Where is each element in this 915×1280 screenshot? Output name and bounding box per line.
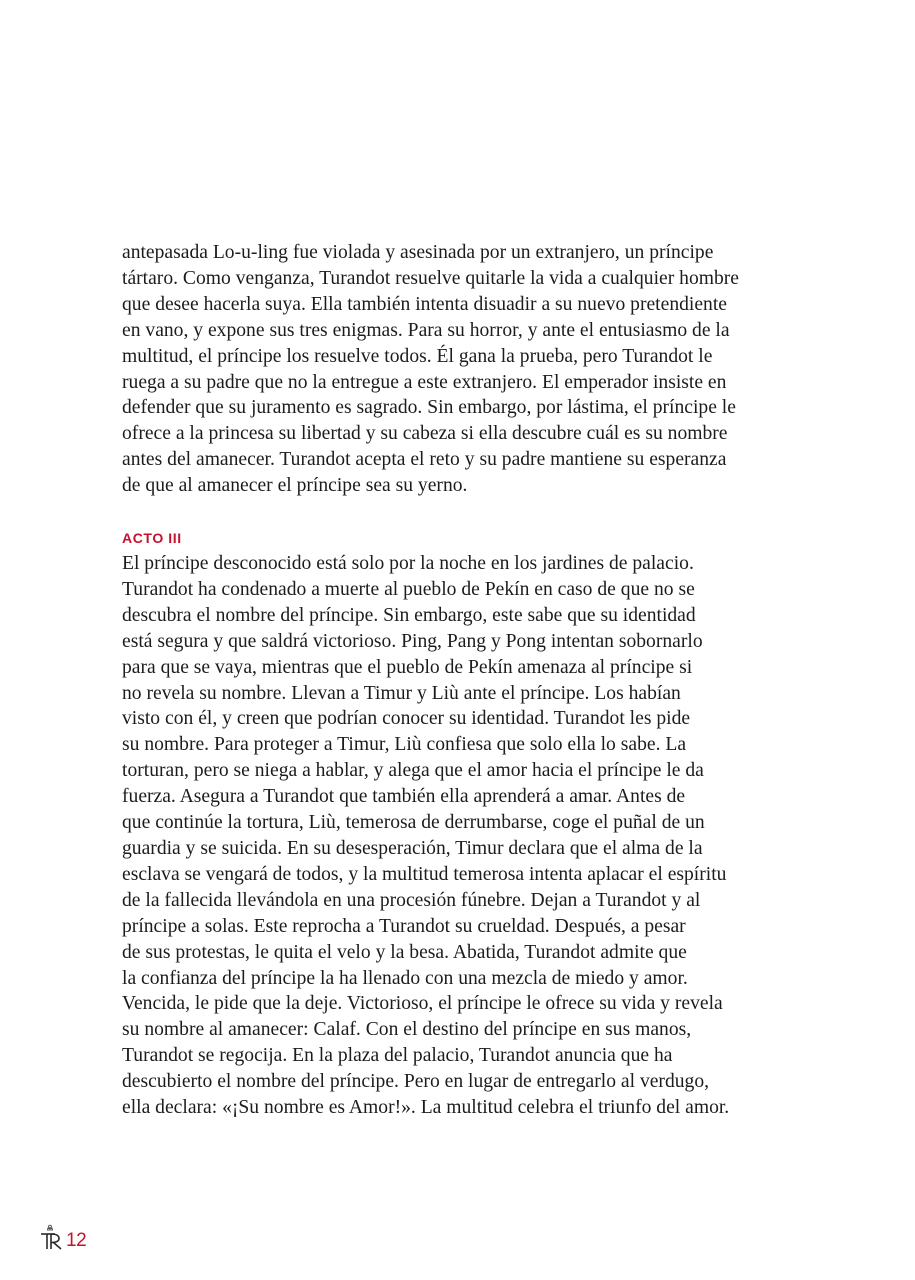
paragraph-line: su nombre. Para proteger a Timur, Liù confiesa que solo ella lo sabe. La: [122, 734, 687, 756]
paragraph-line: esclava se vengará de todos, y la multitud temerosa intenta aplacar el espíritu: [122, 863, 727, 885]
paragraph-line: que desee hacerla suya. Ella también intenta disuadir a su nuevo pretendiente: [122, 293, 727, 315]
paragraph-line: no revela su nombre. Llevan a Timur y Liù ante el príncipe. Los habían: [122, 682, 681, 704]
paragraph-line: descubra el nombre del príncipe. Sin embargo, este sabe que su identidad: [122, 604, 696, 626]
paragraph-line: descubierto el nombre del príncipe. Pero en lugar de entregarlo al verdugo,: [122, 1071, 710, 1093]
page-footer: [40, 1222, 86, 1252]
paragraph-line: de que al amanecer el príncipe sea su yerno.: [122, 475, 468, 497]
paragraph-line: la confianza del príncipe la ha llenado con una mezcla de miedo y amor.: [122, 967, 688, 989]
paragraph-line: visto con él, y creen que podrían conocer su identidad. Turandot les pide: [122, 708, 691, 730]
paragraph-line: tártaro. Como venganza, Turandot resuelve quitarle la vida a cualquier hombre: [122, 267, 740, 289]
paragraph-line: para que se vaya, mientras que el pueblo de Pekín amenaza al príncipe si: [122, 656, 693, 678]
paragraph-line: El príncipe desconocido está solo por la noche en los jardines de palacio.: [122, 553, 694, 574]
paragraph-line: príncipe a solas. Este reprocha a Turandot su crueldad. Después, a pesar: [122, 915, 686, 937]
teatro-real-monogram-icon: [40, 1224, 64, 1252]
paragraph-line: Turandot ha condenado a muerte al pueblo de Pekín en caso de que no se: [122, 578, 695, 600]
act3-synopsis-paragraph: [122, 551, 802, 1121]
paragraph-line: Turandot se regocija. En la plaza del palacio, Turandot anuncia que ha: [122, 1045, 673, 1067]
paragraph-line: antepasada Lo-u-ling fue violada y asesinada por un extranjero, un príncipe: [122, 242, 714, 263]
paragraph-line: de la fallecida llevándola en una procesión fúnebre. Dejan a Turandot y al: [122, 889, 701, 911]
paragraph-line: guardia y se suicida. En su desesperación, Timur declara que el alma de la: [122, 837, 703, 859]
paragraph-line: antes del amanecer. Turandot acepta el reto y su padre mantiene su esperanza: [122, 449, 727, 471]
paragraph-line: que continúe la tortura, Liù, temerosa de derrumbarse, coge el puñal de un: [122, 812, 705, 834]
paragraph-line: multitud, el príncipe los resuelve todos. Él gana la prueba, pero Turandot le: [122, 345, 713, 367]
paragraph-line: de sus protestas, le quita el velo y la besa. Abatida, Turandot admite que: [122, 941, 687, 963]
paragraph-line: defender que su juramento es sagrado. Sin embargo, por lástima, el príncipe le: [122, 397, 736, 419]
section-heading-acto-iii: ACTO III: [122, 530, 182, 546]
page-number: 12: [66, 1230, 87, 1251]
paragraph-line: en vano, y expone sus tres enigmas. Para su horror, y ante el entusiasmo de la: [122, 319, 730, 341]
paragraph-line: su nombre al amanecer: Calaf. Con el destino del príncipe en sus manos,: [122, 1019, 692, 1041]
paragraph-line: está segura y que saldrá victorioso. Ping, Pang y Pong intentan sobornarlo: [122, 630, 703, 652]
paragraph-line: Vencida, le pide que la deje. Victorioso, el príncipe le ofrece su vida y revela: [122, 993, 723, 1015]
paragraph-line: torturan, pero se niega a hablar, y alega que el amor hacia el príncipe le da: [122, 760, 704, 782]
act2-continuation-paragraph: [122, 240, 802, 499]
paragraph-line: fuerza. Asegura a Turandot que también ella aprenderá a amar. Antes de: [122, 786, 686, 808]
paragraph-line: ella declara: «¡Su nombre es Amor!». La multitud celebra el triunfo del amor.: [122, 1097, 730, 1119]
paragraph-line: ruega a su padre que no la entregue a este extranjero. El emperador insiste en: [122, 371, 727, 393]
paragraph-line: ofrece a la princesa su libertad y su cabeza si ella descubre cuál es su nombre: [122, 423, 728, 445]
